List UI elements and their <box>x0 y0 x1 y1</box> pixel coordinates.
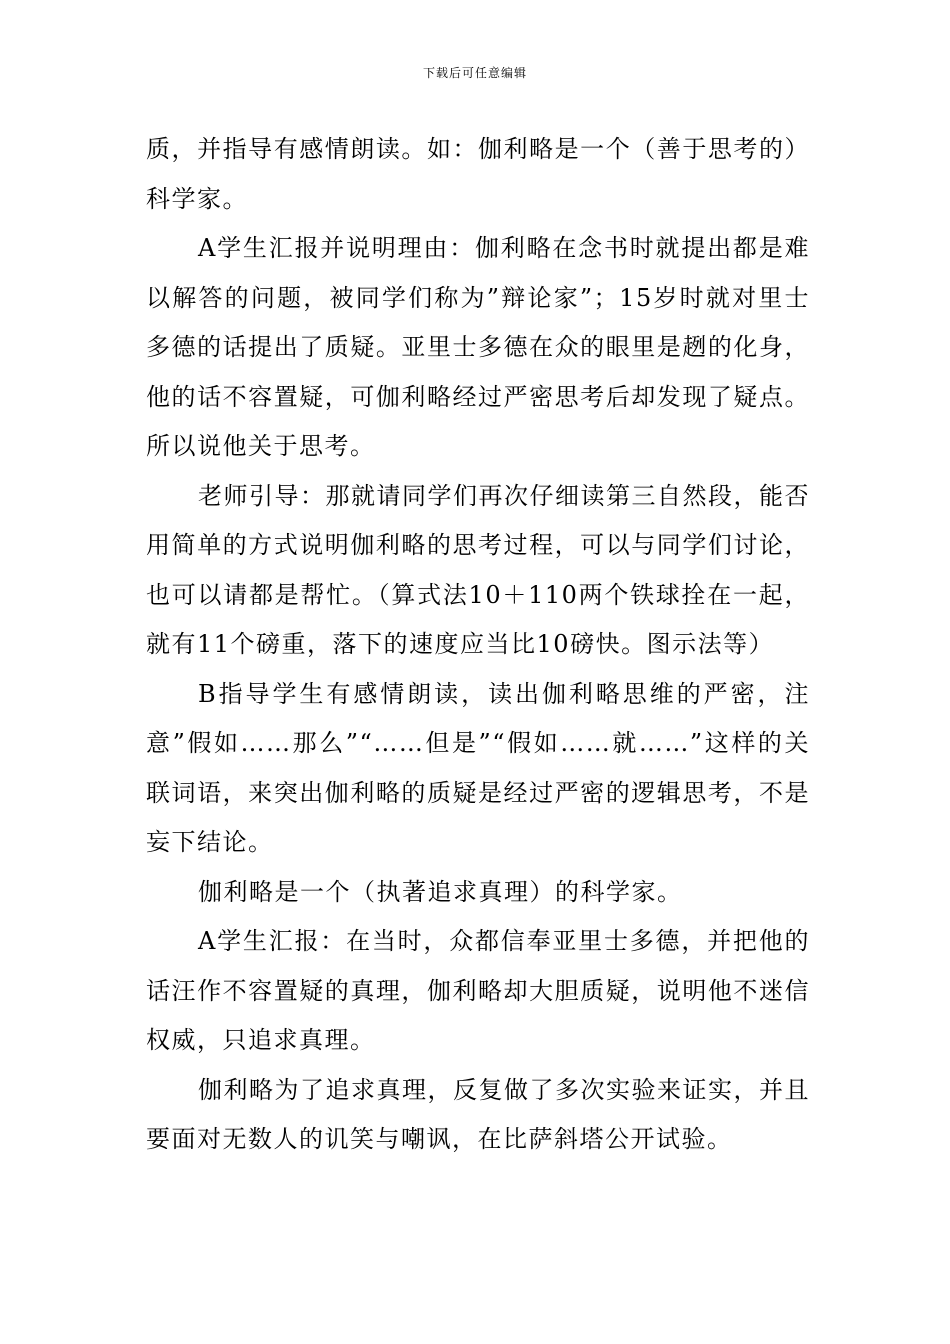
paragraph-teacher-guidance: 老师引导：那就请同学们再次仔细读第三自然段，能否用简单的方式说明伽利略的思考过程，可以与同学们讨论，也可以请都是帮忙。（算式法10＋110两个铁球拴在一起，就有11个磅重，落下的速度应当比10磅快。图示法等） <box>146 481 810 658</box>
document-body <box>146 125 810 1165</box>
paragraph-continuation: 质，并指导有感情朗读。如：伽利略是一个（善于思考的）科学家。 <box>146 135 810 213</box>
paragraph-student-report-truth: A学生汇报：在当时，众都信奉亚里士多德，并把他的话汪作不容置疑的真理，伽利略却大胆质疑，说明他不迷信权威，只追求真理。 <box>146 927 810 1054</box>
paragraph-guided-reading: B指导学生有感情朗读，读出伽利略思维的严密，注意”假如……那么”“……但是”“假如……就……”这样的关联词语，来突出伽利略的质疑是经过严密的逻辑思考，不是妄下结论。 <box>146 679 810 856</box>
page-header-note: 下载后可任意编辑 <box>422 66 527 80</box>
paragraph-truth-seeker: 伽利略是一个（执著追求真理）的科学家。 <box>198 877 683 906</box>
paragraph-experiment: 伽利略为了追求真理，反复做了多次实验来证实，并且要面对无数人的讥笑与嘲讽，在比萨斜塔公开试验。 <box>146 1075 810 1153</box>
paragraph-student-report-thinking: A学生汇报并说明理由：伽利略在念书时就提出都是难以解答的问题，被同学们称为”辩论家”；15岁时就对里士多德的话提出了质疑。亚里士多德在众的眼里是趔的化身，他的话不容置疑，可伽利略经过严密思考后却发现了疑点。所以说他关于思考。 <box>146 234 810 460</box>
